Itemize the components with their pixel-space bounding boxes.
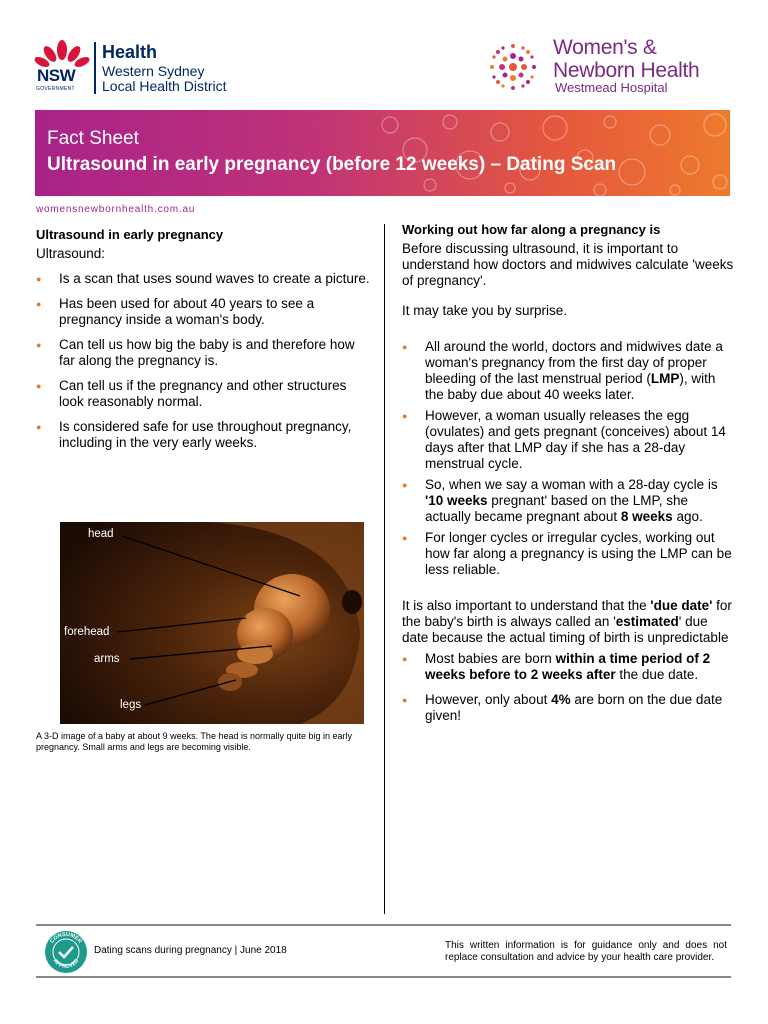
label-arms: arms <box>94 653 120 665</box>
wnh-title <box>553 36 699 82</box>
text-run: However, only about <box>425 692 552 707</box>
header-divider <box>94 42 96 94</box>
title-banner <box>35 110 730 196</box>
right-column <box>402 222 734 724</box>
banner-title: Ultrasound in early pregnancy (before 12 weeks) – Dating Scan <box>47 154 617 175</box>
list-item: ● For longer cycles or irregular cycles, working out how far along a pregnancy is using the LMP can be less reliable. <box>402 530 734 578</box>
text-run: Most babies are born <box>425 651 556 666</box>
text-run: for the baby's birth is always called an ' <box>402 598 732 629</box>
list-item: ● Can tell us how big the baby is and therefore how far along the pregnancy is. <box>36 337 372 369</box>
health-district-line1: Western Sydney <box>102 63 205 79</box>
text-run: So, when we say a woman with a 28-day cycle is <box>425 477 718 492</box>
badge-top-text: CONSUMER <box>49 931 83 945</box>
text-run: It is also important to understand that the <box>402 598 651 613</box>
list-item: ● However, a woman usually releases the egg (ovulates) and gets pregnant (conceives) about 14 days after that LMP day if she has a 28-day menstrual cycle. <box>402 408 734 472</box>
list-item: ● Can tell us if the pregnancy and other structures look reasonably normal. <box>36 378 372 410</box>
label-forehead: forehead <box>64 626 110 638</box>
left-intro: Ultrasound: <box>36 246 106 261</box>
text-run: All around the world, doctors and midwives date a woman's pregnancy from the first day of proper bleeding of the last menstrual period ( <box>425 339 723 386</box>
text-run: ), with the baby due about 40 weeks later. <box>425 371 716 402</box>
image-caption: A 3-D image of a baby at about 9 weeks. The head is normally quite big in early pregnancy. Small arms and legs are becoming visible. <box>36 731 353 752</box>
health-district-line2: Local Health District <box>102 78 227 94</box>
wnh-dots-logo <box>484 38 542 96</box>
text-run-bold: within a time period of 2 weeks before to 2 weeks after <box>425 651 711 682</box>
consumer-approved-badge <box>44 930 88 974</box>
text-run-bold: 4% <box>551 692 571 707</box>
text-run: ago. <box>672 509 703 524</box>
wnh-title-line2: Newborn Health <box>553 59 700 82</box>
text-run: ' due date because the actual timing of birth is unpredictable <box>402 614 729 645</box>
badge-bottom-text: APPROVED <box>51 958 81 971</box>
wnh-subtitle: Westmead Hospital <box>555 80 668 95</box>
website-link[interactable]: womensnewbornhealth.com.au <box>36 204 196 215</box>
text-run-bold: 'due date' <box>650 598 713 613</box>
list-item: ● Is considered safe for use throughout pregnancy, including in the very early weeks. <box>36 419 372 451</box>
footer-document-info: Dating scans during pregnancy | June 2018 <box>94 945 287 956</box>
right-heading: Working out how far along a pregnancy is <box>402 222 661 237</box>
right-bullet-list-1 <box>402 339 734 578</box>
text-run: the due date. <box>615 667 699 682</box>
list-item <box>402 692 734 724</box>
right-intro: Before discussing ultrasound, it is important to understand how doctors and midwives calculate 'weeks of pregnancy'. <box>402 241 734 288</box>
left-column <box>36 227 372 451</box>
nsw-wordmark: NSW <box>37 66 76 85</box>
ultrasound-image <box>60 522 364 724</box>
right-bullet-list-2 <box>402 651 734 724</box>
text-run-bold: estimated <box>615 614 679 629</box>
left-heading: Ultrasound in early pregnancy <box>36 227 224 242</box>
wnh-title-line1: Women's & <box>553 36 657 59</box>
text-run-bold: '10 weeks <box>425 493 488 508</box>
text-run: are born on the due date given! <box>425 692 723 723</box>
list-item <box>402 339 734 403</box>
ultrasound-illustration <box>60 522 364 724</box>
footer-bottom-rule <box>36 976 731 978</box>
list-item <box>402 477 734 525</box>
nsw-government-text: GOVERNMENT <box>36 86 75 92</box>
list-item <box>402 651 734 683</box>
column-divider <box>384 224 385 914</box>
due-date-paragraph <box>402 598 734 646</box>
text-run: pregnant' based on the LMP, she actually became pregnant about <box>425 493 688 524</box>
label-head: head <box>88 528 114 540</box>
right-surprise: It may take you by surprise. <box>402 303 568 318</box>
banner-bubbles-decoration <box>370 110 730 196</box>
footer-disclaimer: This written information is for guidance only and does not replace consultation and advice by your health care provider. <box>445 940 727 963</box>
label-legs: legs <box>120 699 142 711</box>
text-run-bold: LMP <box>650 371 680 386</box>
list-item: ● Has been used for about 40 years to see a pregnancy inside a woman's body. <box>36 296 372 328</box>
banner-label: Fact Sheet <box>47 128 139 149</box>
text-run-bold: 8 weeks <box>620 509 673 524</box>
footer-top-rule <box>36 924 731 926</box>
list-item: ● Is a scan that uses sound waves to create a picture. <box>36 271 372 287</box>
health-name: Health <box>102 42 158 62</box>
left-bullet-list <box>36 271 372 451</box>
health-district <box>102 64 227 94</box>
